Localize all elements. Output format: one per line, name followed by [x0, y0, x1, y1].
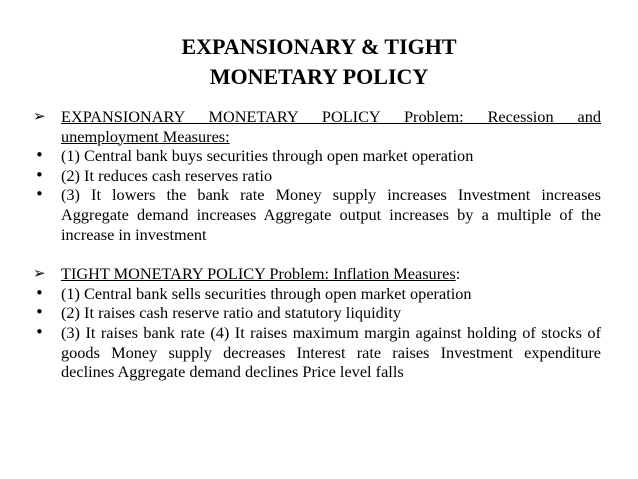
- tight-heading: [33, 264, 601, 284]
- list-item-text: (3) It lowers the bank rate Money supply increases Investment increases Aggregate demand increases Aggregate output increases by a multiple of the increase in investment: [61, 185, 601, 244]
- section-spacer: [33, 244, 601, 264]
- list-item: [33, 284, 601, 304]
- list-item: [33, 185, 601, 244]
- tight-heading-suffix: :: [455, 264, 461, 284]
- list-item: [33, 166, 601, 186]
- expansionary-heading: [33, 107, 601, 146]
- title-line-2: MONETARY POLICY: [209, 64, 429, 89]
- list-item-text: (3) It raises bank rate (4) It raises maximum margin against holding of stocks of goods Money supply decreases Interest rate raises Investment expenditure declines Aggregate demand declines Price level falls: [61, 322, 601, 382]
- list-item-text: (2) It raises cash reserve ratio and statutory liquidity: [61, 303, 401, 323]
- title-line-1: EXPANSIONARY & TIGHT: [181, 34, 457, 59]
- bullet-icon: •: [35, 165, 44, 184]
- bullet-icon: •: [35, 283, 44, 302]
- slide-content: [33, 107, 601, 382]
- slide-title: [0, 32, 638, 92]
- list-item: [33, 146, 601, 166]
- tight-heading-text: TIGHT MONETARY POLICY Problem: Inflation Measures: [61, 264, 456, 284]
- bullet-icon: •: [35, 303, 44, 322]
- list-item-text: (1) Central bank buys securities through open market operation: [61, 146, 474, 166]
- expansionary-heading-text: EXPANSIONARY MONETARY POLICY Problem: Recession and unemployment Measures:: [61, 107, 601, 146]
- list-item: [33, 303, 601, 323]
- bullet-icon: •: [35, 185, 44, 204]
- bullet-icon: •: [35, 322, 44, 341]
- arrow-bullet-icon: ➢: [33, 107, 46, 125]
- list-item: [33, 323, 601, 382]
- list-item-text: (1) Central bank sells securities through open market operation: [61, 283, 472, 303]
- bullet-icon: •: [35, 146, 44, 165]
- arrow-bullet-icon: ➢: [33, 264, 46, 283]
- list-item-text: (2) It reduces cash reserves ratio: [61, 165, 273, 185]
